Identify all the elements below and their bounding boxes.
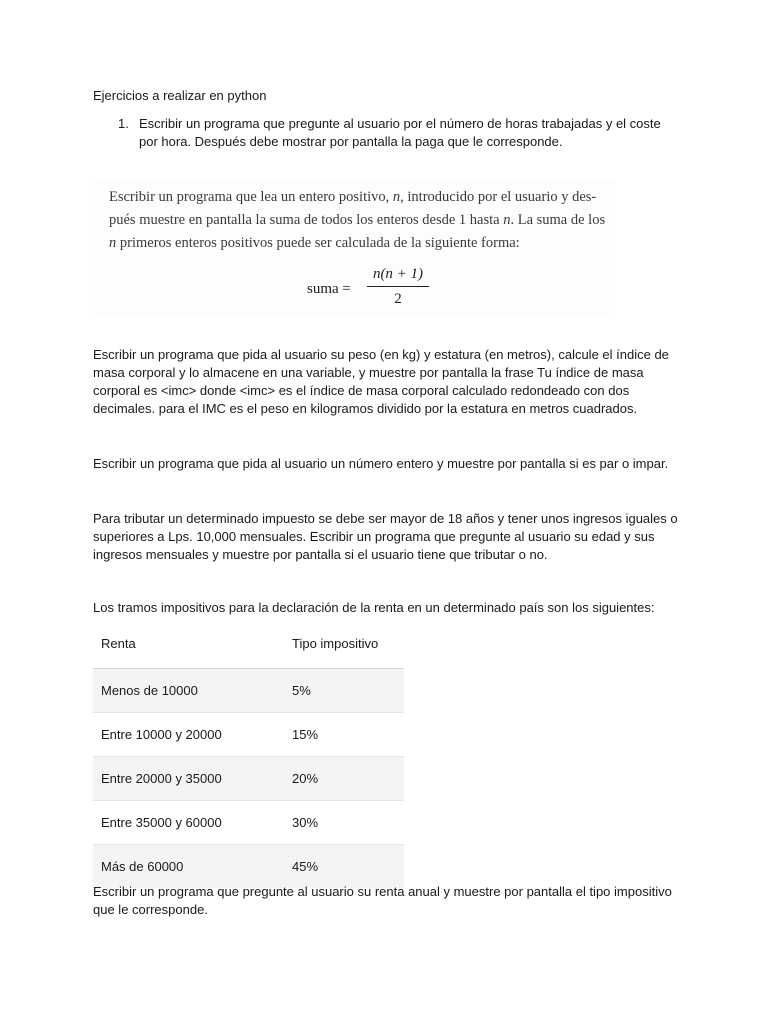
- document-heading: Ejercicios a realizar en python: [93, 88, 267, 103]
- exercise-1-text: Escribir un programa que pregunte al usuario por el número de horas trabajadas y el coste por hora. Después debe mostrar por pantalla la paga que le corresponde.: [139, 116, 661, 149]
- snippet-text: [109, 186, 629, 255]
- snippet-var-n: n: [109, 235, 117, 251]
- cell-renta: Más de 60000: [93, 845, 284, 889]
- table-row: [93, 845, 404, 889]
- cell-renta: Menos de 10000: [93, 669, 284, 713]
- column-header-tipo: Tipo impositivo: [284, 620, 404, 669]
- cell-tipo: 15%: [284, 713, 404, 757]
- snippet-line-1-a: Escribir un programa que lea un entero positivo,: [109, 189, 393, 205]
- cell-renta: Entre 20000 y 35000: [93, 757, 284, 801]
- formula-numerator: n(n + 1): [372, 266, 424, 282]
- cell-tipo: 45%: [284, 845, 404, 889]
- table-row: [93, 713, 404, 757]
- snippet-line-2: [109, 209, 629, 232]
- formula-lhs: suma =: [307, 281, 351, 297]
- tax-brackets-table: [93, 620, 404, 888]
- table-row: [93, 801, 404, 845]
- cell-tipo: 20%: [284, 757, 404, 801]
- paragraph-tributar: Para tributar un determinado impuesto se debe ser mayor de 18 años y tener unos ingresos iguales o superiores a Lps. 10,000 mensuales. Escribir un programa que pregunte al usuario su edad y sus ingresos mensuales y muestre por pantalla si el usuario tiene que tributar o no.: [93, 511, 678, 562]
- table-header-row: [93, 620, 404, 669]
- cell-renta: Entre 10000 y 20000: [93, 713, 284, 757]
- snippet-line-1: [109, 186, 629, 209]
- formula-denominator: 2: [394, 291, 402, 307]
- snippet-line-3-b: primeros enteros positivos puede ser calculada de la siguiente forma:: [116, 235, 520, 251]
- column-header-renta: Renta: [93, 620, 284, 669]
- snippet-line-3: [109, 232, 629, 255]
- cell-tipo: 30%: [284, 801, 404, 845]
- cell-tipo: 5%: [284, 669, 404, 713]
- paragraph-par-impar: Escribir un programa que pida al usuario un número entero y muestre por pantalla si es par o impar.: [93, 456, 669, 471]
- snippet-var-n: n: [392, 189, 401, 205]
- snippet-var-n: n: [503, 212, 511, 228]
- paragraph-final: Escribir un programa que pregunte al usuario su renta anual y muestre por pantalla el tipo impositivo que le corresponde.: [93, 884, 672, 917]
- cell-renta: Entre 35000 y 60000: [93, 801, 284, 845]
- sum-exercise-snippet: [95, 180, 615, 315]
- exercise-1-number: 1.: [118, 116, 129, 131]
- fraction-bar: [367, 286, 429, 287]
- snippet-line-1-b: , introducido por el usuario y des-: [400, 189, 597, 205]
- table-row: [93, 669, 404, 713]
- snippet-line-2-a: pués muestre en pantalla la suma de todos los enteros desde 1 hasta: [109, 212, 504, 228]
- formula-fraction: [367, 264, 429, 309]
- paragraph-tramos: Los tramos impositivos para la declaración de la renta en un determinado país son los siguientes:: [93, 600, 655, 615]
- snippet-line-2-b: . La suma de los: [510, 212, 606, 228]
- table-row: [93, 757, 404, 801]
- paragraph-imc: Escribir un programa que pida al usuario su peso (en kg) y estatura (en metros), calcule el índice de masa corporal y lo almacene en una variable, y muestre por pantalla la frase Tu índice de masa corporal es <imc> donde <imc> es el índice de masa corporal calculado redondeado con dos decimales. para el IMC es el peso en kilogramos dividido por la estatura en metros cuadrados.: [93, 347, 669, 416]
